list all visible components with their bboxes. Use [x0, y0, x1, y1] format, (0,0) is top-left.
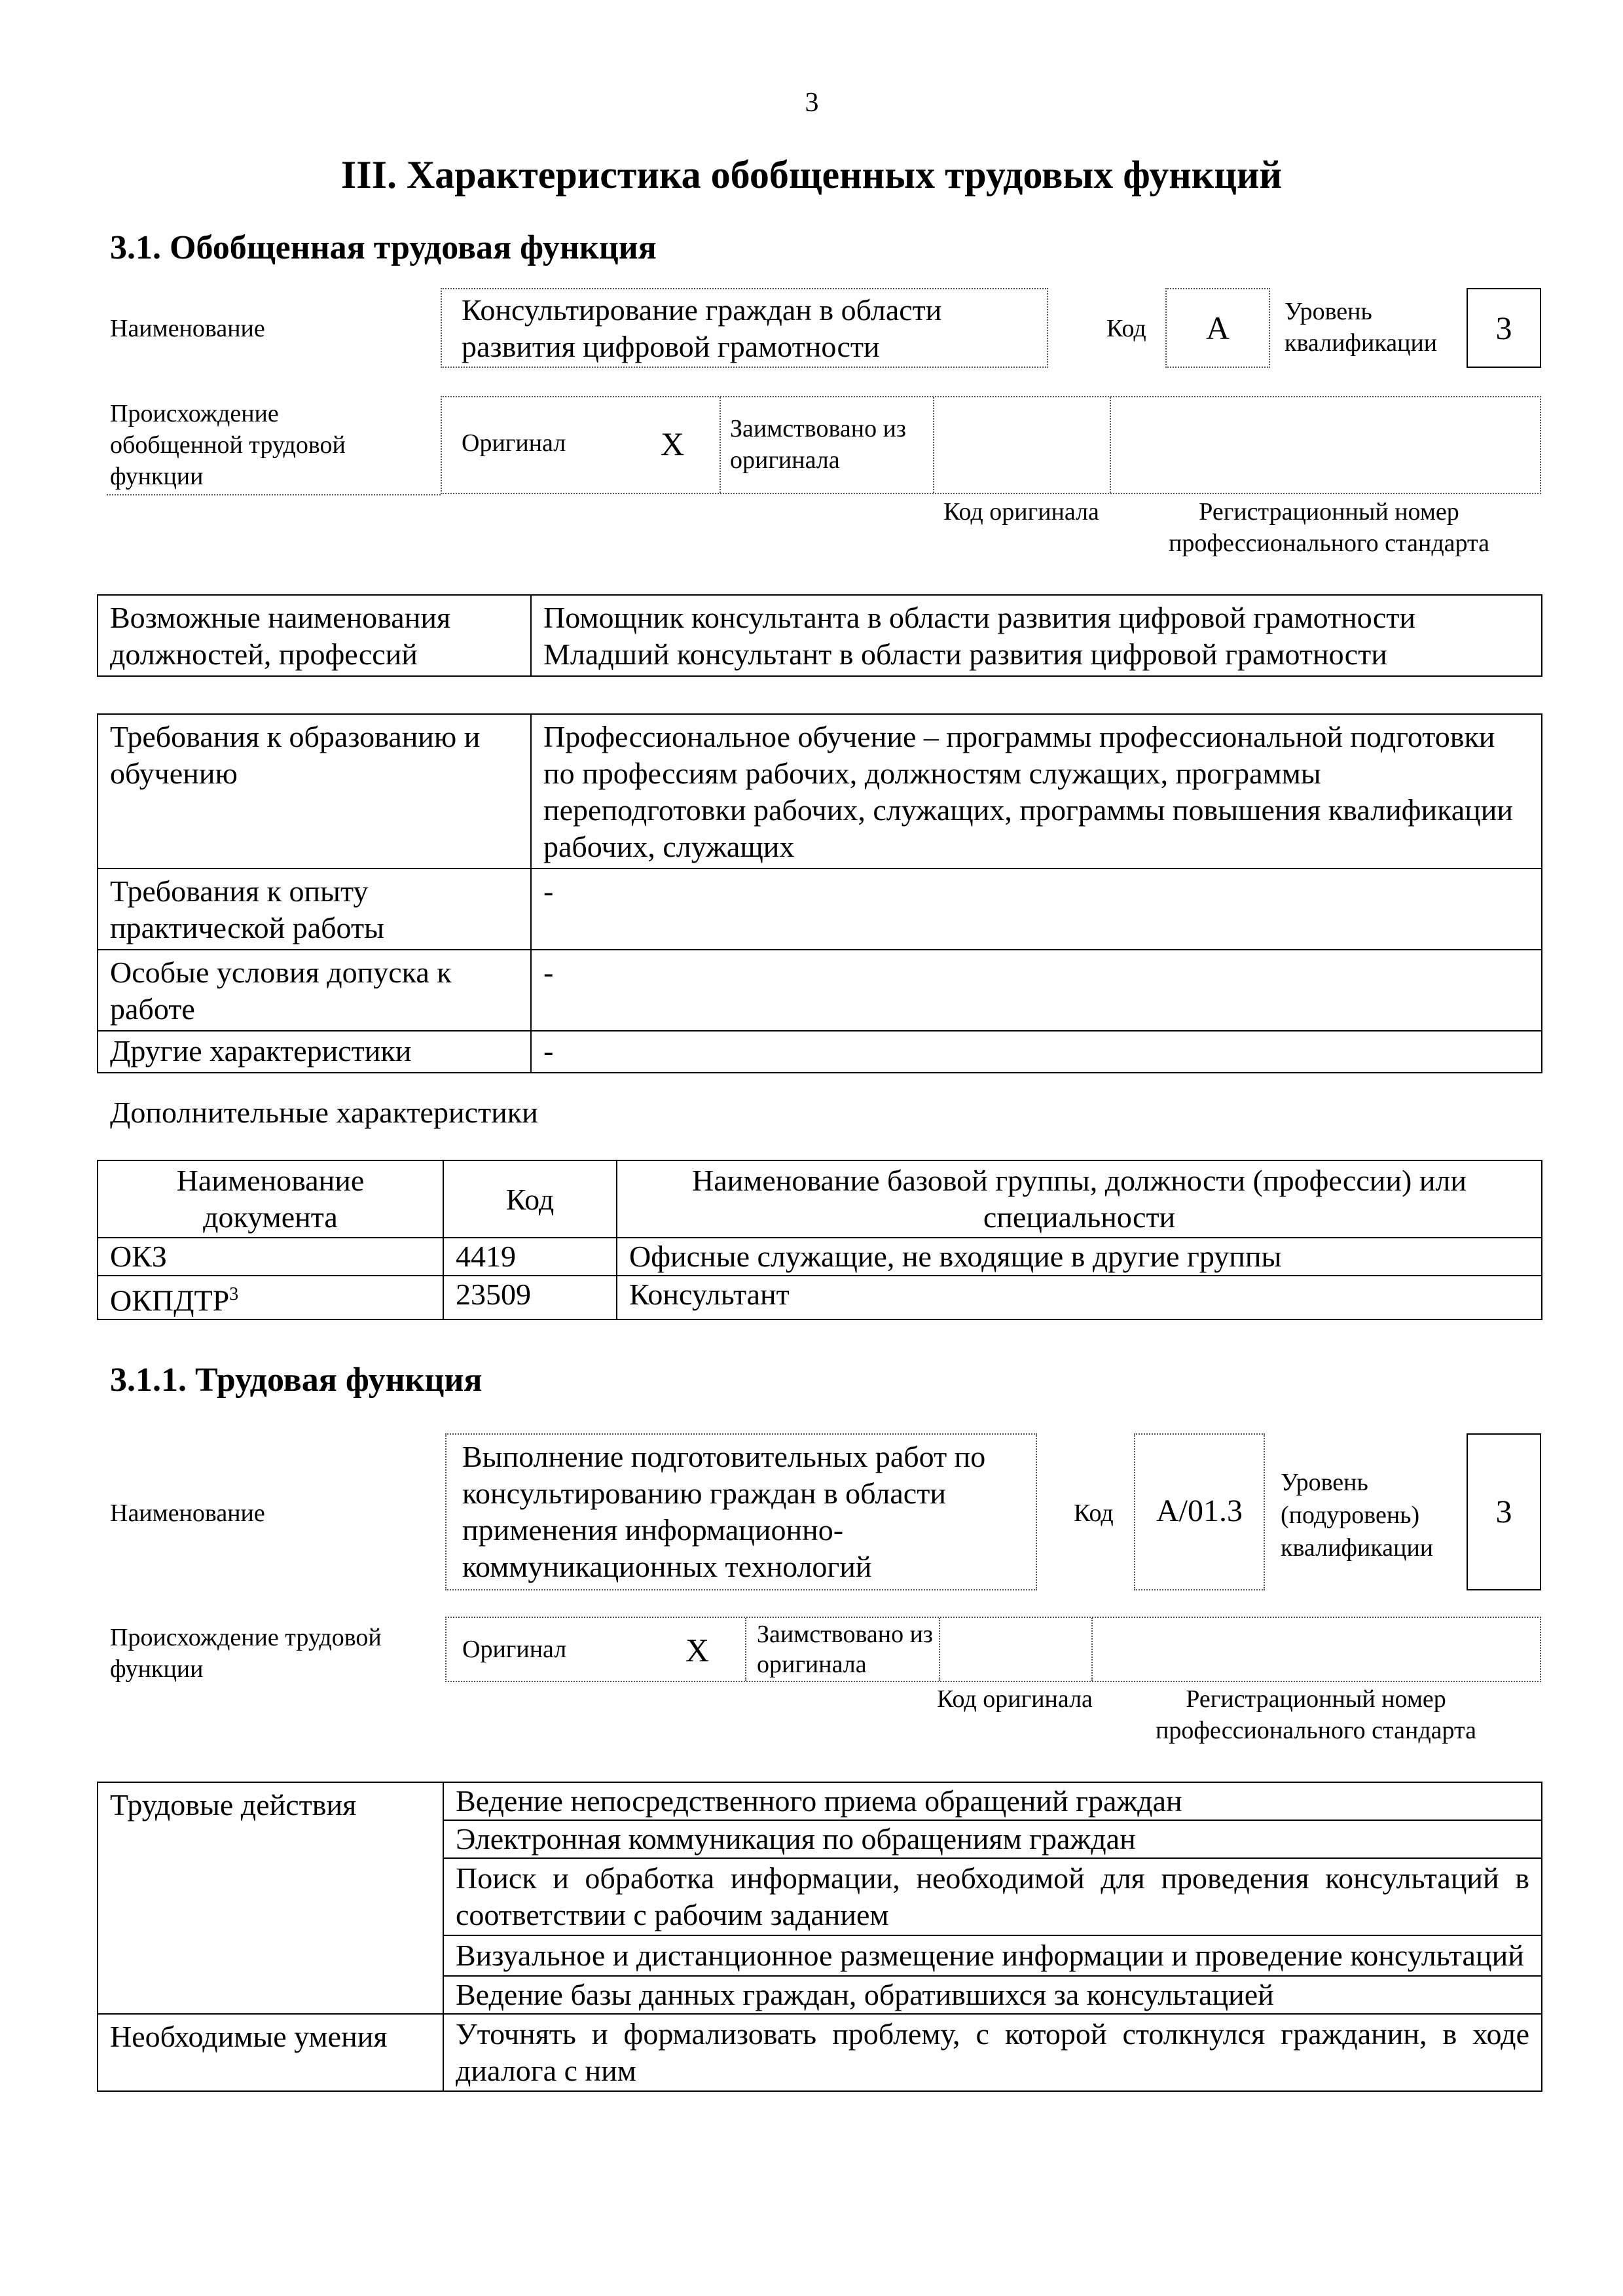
tf-origin-divider-1 — [745, 1618, 746, 1681]
req-value: Профессиональное обучение – программы профессиональной подготовки по профессиям рабочих, должностям служащих, программы переподготовки рабочих, служащих, программы повышения квалификации рабочих, служащих — [531, 714, 1542, 869]
gtf-name-box — [441, 288, 1048, 368]
gtf-name-label: Наименование — [110, 315, 265, 342]
position-item: Младший консультант в области развития цифровой грамотности — [543, 637, 1387, 671]
tf-origin-box — [445, 1617, 1541, 1682]
tf-origin-divider-2 — [939, 1618, 940, 1681]
table-row — [98, 1782, 1542, 1820]
gtf-original-label: Оригинал — [462, 429, 566, 457]
cell-name: Офисные служащие, не входящие в другие группы — [617, 1238, 1542, 1276]
tf-name-box — [445, 1433, 1037, 1590]
cell-name: Консультант — [617, 1276, 1542, 1319]
table-row — [98, 2014, 1542, 2091]
gtf-name-value: Консультирование граждан в области развития цифровой грамотности — [462, 293, 942, 363]
gtf-code-label: Код — [1106, 315, 1146, 342]
positions-label: Возможные наименования должностей, профессий — [98, 595, 531, 676]
action-item: Ведение базы данных граждан, обратившихся за консультацией — [443, 1976, 1542, 2014]
tf-original-label: Оригинал — [462, 1636, 567, 1663]
additional-heading: Дополнительные характеристики — [110, 1096, 538, 1129]
table-row — [98, 1031, 1542, 1073]
gtf-origin-divider-1 — [720, 397, 721, 493]
gtf-origin-divider-3 — [1110, 397, 1111, 493]
tf-code-label: Код — [1074, 1499, 1114, 1527]
table-row — [98, 869, 1542, 950]
gtf-origin-divider-2 — [933, 397, 934, 493]
tf-origin-label: Происхождение трудовой функции — [110, 1624, 382, 1683]
action-item: Визуальное и дистанционное размещение информации и проведение консультаций — [443, 1935, 1542, 1976]
req-value: - — [531, 950, 1542, 1031]
actions-table — [97, 1782, 1542, 2092]
cell-doc — [98, 1276, 443, 1319]
gtf-original-mark: X — [661, 425, 685, 462]
tf-level-value: 3 — [1495, 1493, 1512, 1530]
tf-code-box — [1134, 1433, 1265, 1590]
gtf-level-box — [1467, 288, 1541, 368]
skills-label: Необходимые умения — [98, 2014, 443, 2091]
req-label: Требования к опыту практической работы — [98, 869, 531, 950]
tf-original-mark: X — [685, 1632, 710, 1668]
skill-item: Уточнять и формализовать проблему, с которой столкнулся гражданин, в ходе диалога с ним — [443, 2014, 1542, 2091]
req-value: - — [531, 1031, 1542, 1073]
cell-code: 23509 — [443, 1276, 617, 1319]
req-label: Другие характеристики — [98, 1031, 531, 1073]
gtf-reg-number-caption: Регистрационный номер профессионального стандарта — [1169, 498, 1489, 557]
table-row — [98, 1276, 1542, 1319]
tf-name-value: Выполнение подготовительных работ по консультированию граждан в области применения информационно-коммуникационных технологий — [462, 1440, 986, 1583]
tf-origin-divider-3 — [1091, 1618, 1093, 1681]
page-number: 3 — [805, 88, 819, 118]
gtf-code-value: А — [1205, 310, 1230, 346]
tf-name-label: Наименование — [110, 1499, 265, 1527]
tf-code-value: А/01.3 — [1156, 1494, 1243, 1528]
action-item: Ведение непосредственного приема обращений граждан — [443, 1782, 1542, 1820]
gtf-level-value: 3 — [1495, 310, 1512, 346]
requirements-table — [97, 713, 1542, 1073]
cell-code: 4419 — [443, 1238, 617, 1276]
positions-values — [531, 595, 1542, 676]
section-title: III. Характеристика обобщенных трудовых функций — [340, 153, 1283, 196]
header-doc: Наименование документа — [98, 1160, 443, 1238]
gtf-origin-underline — [107, 494, 441, 495]
gtf-level-label: Уровень квалификации — [1285, 298, 1438, 357]
additional-table — [97, 1160, 1542, 1320]
gtf-borrowed-label: Заимствовано из оригинала — [730, 415, 906, 474]
cell-doc: ОКЗ — [98, 1238, 443, 1276]
table-header-row — [98, 1160, 1542, 1238]
table-row — [98, 714, 1542, 869]
cell-doc-text: ОКПДТР — [110, 1283, 230, 1318]
header-code: Код — [443, 1160, 617, 1238]
position-item: Помощник консультанта в области развития цифровой грамотности — [543, 601, 1415, 634]
header-name: Наименование базовой группы, должности (профессии) или специальности — [617, 1160, 1542, 1238]
tf-borrowed-label: Заимствовано из оригинала — [757, 1621, 933, 1678]
gtf-orig-code-caption: Код оригинала — [943, 498, 1099, 526]
req-label: Особые условия допуска к работе — [98, 950, 531, 1031]
table-row — [98, 1238, 1542, 1276]
gtf-code-box — [1165, 288, 1270, 368]
tf-level-label: Уровень (подуровень) квалификации — [1281, 1469, 1434, 1562]
positions-table — [97, 594, 1542, 677]
actions-label: Трудовые действия — [98, 1782, 443, 2014]
footnote-marker: 3 — [229, 1284, 239, 1304]
req-value: - — [531, 869, 1542, 950]
gtf-origin-label: Происхождение обобщенной трудовой функции — [110, 400, 346, 490]
req-label: Требования к образованию и обучению — [98, 714, 531, 869]
tf-heading: 3.1.1. Трудовая функция — [110, 1361, 483, 1399]
table-row — [98, 950, 1542, 1031]
tf-orig-code-caption: Код оригинала — [937, 1685, 1093, 1713]
tf-reg-number-caption: Регистрационный номер профессионального стандарта — [1156, 1685, 1476, 1744]
gtf-origin-box — [441, 396, 1541, 494]
action-item: Поиск и обработка информации, необходимой для проведения консультаций в соответствии с рабочим заданием — [443, 1858, 1542, 1935]
tf-level-box — [1467, 1433, 1541, 1590]
gtf-heading: 3.1. Обобщенная трудовая функция — [110, 229, 657, 266]
action-item: Электронная коммуникация по обращениям граждан — [443, 1820, 1542, 1858]
